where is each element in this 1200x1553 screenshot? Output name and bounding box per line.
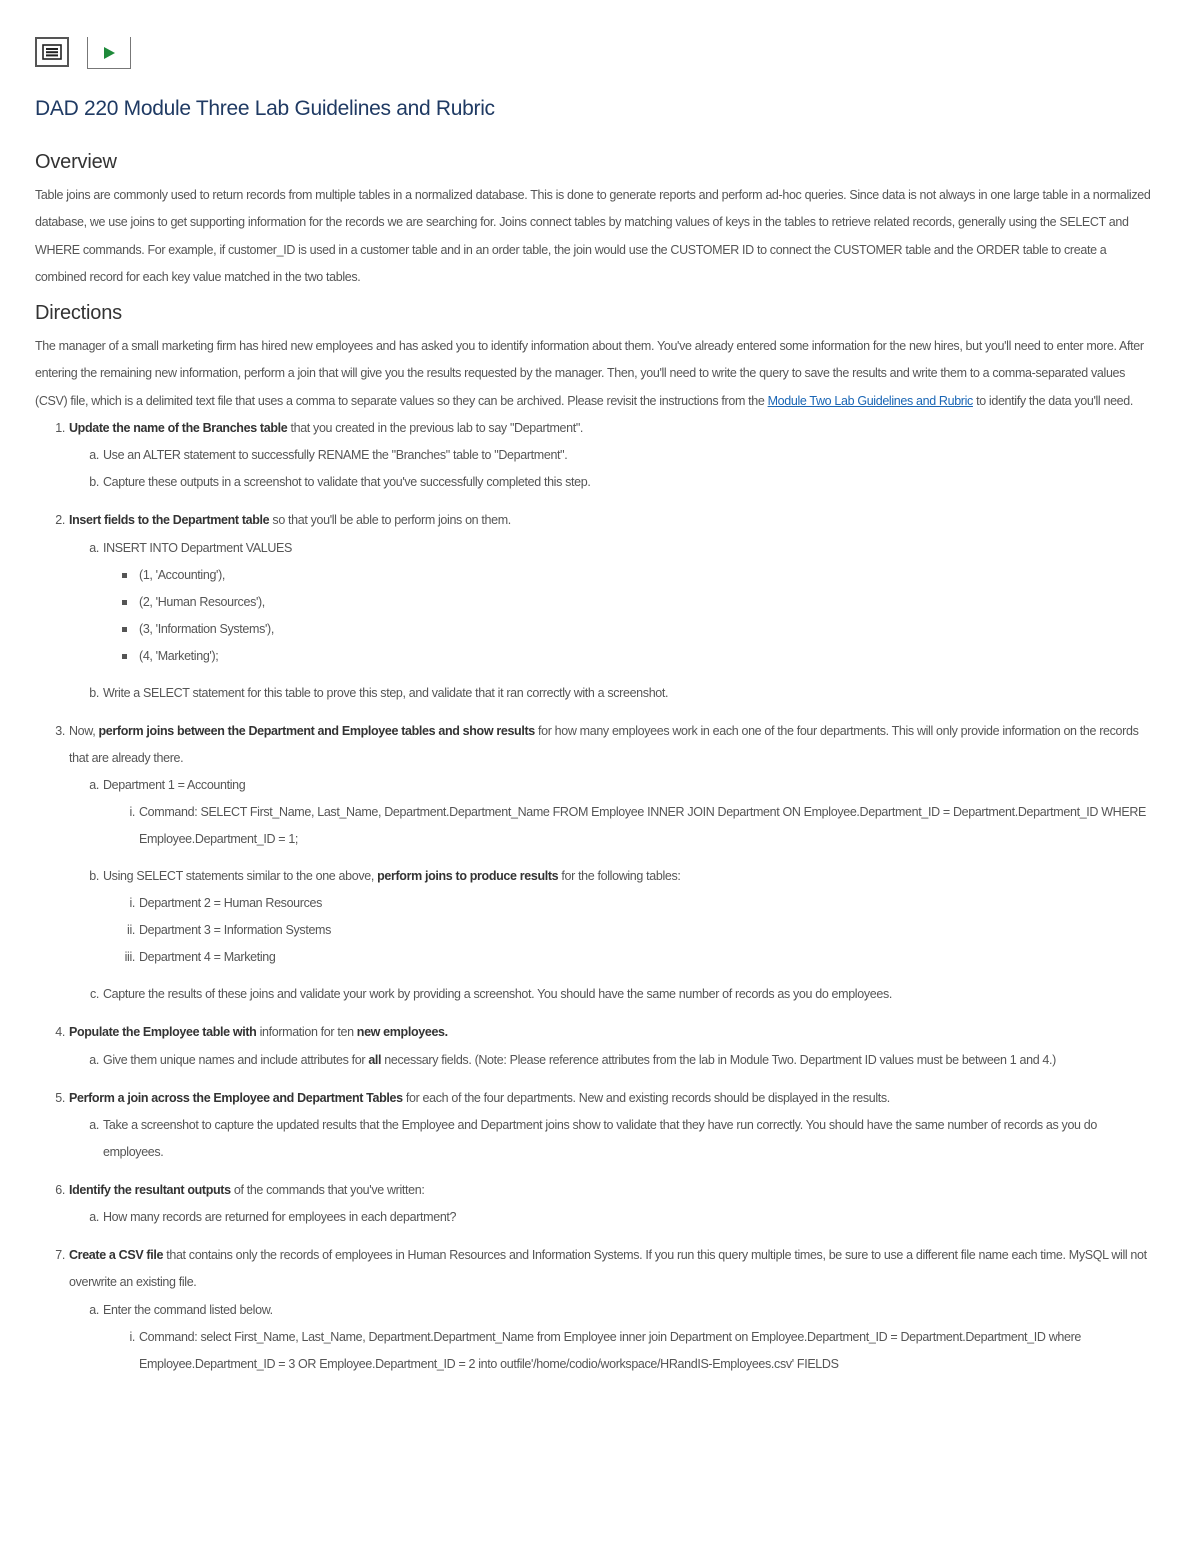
- step-3-b-ii: ii. Department 3 = Information Systems: [127, 923, 332, 938]
- step-6-a: a. How many records are returned for employees in each department?: [89, 1210, 457, 1225]
- step-3: 3. Now, perform joins between the Department and Employee tables and show results for how many employees work in each one of the four departments. This will only provide information on the records that are already there. a. Department 1 = Accounting i. Command: SELECT First_Name, Last_Name, Department.Department_Name FROM Employee INNER JOIN Department ON Employee.Department_ID = Department.Department_ID WHERE Employee.Department_ID = 1; b. Using SELECT statements similar to the one above, perform joins to produce results for the following tables: i. Department 2 = Human Resources ii. Department 3 = Information Systems iii. Department 4 = Marketing c. Capture the results of these joins and validate your work by providing a screenshot. You should have the same number of records as you do employees.: [69, 718, 1155, 1009]
- step-3-b: b. Using SELECT statements similar to the one above, perform joins to produce results for the following tables: i. Department 2 = Human Resources ii. Department 3 = Information Systems iii. Department 4 = Marketing: [103, 863, 1155, 971]
- step-5: 5. Perform a join across the Employee and Department Tables for each of the four departments. New and existing records should be displayed in the results. a. Take a screenshot to capture the updated results that the Employee and Department joins show to validate that they have run correctly. You should have the same number of records as you do employees.: [69, 1085, 1155, 1166]
- overview-text: Table joins are commonly used to return records from multiple tables in a normalized database. This is done to generate reports and perform ad-hoc queries. Since data is not always in one large table in a normalized database, we use joins to get supporting information for the records we are searching for. Joins connect tables by matching values of keys in the tables to retrieve related records, generally using the SELECT and WHERE commands. For example, if customer_ID is used in a customer table and in an order table, the join would use the CUSTOMER ID to connect the CUSTOMER table and the ORDER table to create a combined record for each key value matched in the two tables.: [35, 188, 1151, 284]
- step-3-a: a. Department 1 = Accounting i. Command: SELECT First_Name, Last_Name, Department.Department_Name FROM Employee INNER JOIN Department ON Employee.Department_ID = Department.Department_ID WHERE Employee.Department_ID = 1;: [103, 772, 1155, 853]
- list-item: (2, 'Human Resources'),: [139, 589, 1155, 616]
- step-2-a: a. INSERT INTO Department VALUES (1, 'Accounting'), (2, 'Human Resources'), (3, 'Information Systems'), (4, 'Marketing');: [103, 535, 1155, 670]
- play-icon: [102, 46, 116, 60]
- step-3-c: c. Capture the results of these joins and validate your work by providing a screenshot. You should have the same number of records as you do employees.: [89, 987, 892, 1002]
- step-5-a: a. Take a screenshot to capture the updated results that the Employee and Department joins show to validate that they have run correctly. You should have the same number of records as you do employees.: [89, 1117, 1097, 1159]
- step-4-a: a. Give them unique names and include attributes for all necessary fields. (Note: Please reference attributes from the lab in Module Two. Department ID values must be between 1 and 4.): [89, 1052, 1056, 1067]
- module-two-link[interactable]: Module Two Lab Guidelines and Rubric: [767, 393, 973, 408]
- step-2: 2. Insert fields to the Department table so that you'll be able to perform joins on them. a. INSERT INTO Department VALUES (1, 'Accounting'), (2, 'Human Resources'), (3, 'Information Systems'), (4, 'Marketing'); b. Write a SELECT statement for this table to prove this step, and validate that it ran correctly with a screenshot.: [69, 507, 1155, 706]
- play-button[interactable]: [87, 37, 131, 69]
- step-3-a-i: i. Command: SELECT First_Name, Last_Name, Department.Department_Name FROM Employee INNER JOIN Department ON Employee.Department_ID = Department.Department_ID WHERE Employee.Department_ID = 1;: [129, 805, 1146, 847]
- list-item: (3, 'Information Systems'),: [139, 616, 1155, 643]
- steps-list: [35, 415, 1155, 1378]
- step-6: 6. Identify the resultant outputs of the commands that you've written: a. How many records are returned for employees in each department?: [69, 1177, 1155, 1231]
- step-7: 7. Create a CSV file that contains only the records of employees in Human Resources and Information Systems. If you run this query multiple times, be sure to use a different file name each time. MySQL will not overwrite an existing file. a. Enter the command listed below. i. Command: select First_Name, Last_Name, Department.Department_Name from Employee inner join Department on Employee.Department_ID = Department.Department_ID where Employee.Department_ID = 3 OR Employee.Department_ID = 2 into outfile'/home/codio/workspace/HRandIS-Employees.csv' FIELDS: [69, 1242, 1155, 1378]
- directions-text: The manager of a small marketing firm has hired new employees and has asked you to identify information about them. You've already entered some information for the new hires, but you'll need to enter more. After entering the remaining new information, perform a join that will give you the results requested by the manager. Then, you'll need to write the query to save the results and write them to a comma-separated values (CSV) file, which is a delimited text file that uses a comma to separate values so they can be archived. Please revisit the instructions from the Module Two Lab Guidelines and Rubric to identify the data you'll need.: [35, 339, 1144, 408]
- step-7-a: a. Enter the command listed below. i. Command: select First_Name, Last_Name, Department.Department_Name from Employee inner join Department on Employee.Department_ID = Department.Department_ID where Employee.Department_ID = 3 OR Employee.Department_ID = 2 into outfile'/home/codio/workspace/HRandIS-Employees.csv' FIELDS: [103, 1297, 1155, 1378]
- menu-button[interactable]: [35, 37, 69, 67]
- step-1-b: b. Capture these outputs in a screenshot to validate that you've successfully completed this step.: [89, 475, 591, 490]
- overview-heading: Overview: [35, 151, 117, 173]
- document-page: [35, 92, 1155, 1389]
- toolbar: [35, 37, 131, 69]
- step-4: 4. Populate the Employee table with information for ten new employees. a. Give them unique names and include attributes for all necessary fields. (Note: Please reference attributes from the lab in Module Two. Department ID values must be between 1 and 4.): [69, 1019, 1155, 1073]
- step-3-b-i: i. Department 2 = Human Resources: [129, 896, 322, 911]
- list-item: (4, 'Marketing');: [139, 643, 1155, 670]
- step-3-b-iii: iii. Department 4 = Marketing: [124, 950, 276, 965]
- hamburger-menu-icon: [42, 44, 62, 60]
- step-1: 1. Update the name of the Branches table that you created in the previous lab to say "Department". a. Use an ALTER statement to successfully RENAME the "Branches" table to "Department". b. Capture these outputs in a screenshot to validate that you've successfully completed this step.: [69, 415, 1155, 496]
- step-1-a: a. Use an ALTER statement to successfully RENAME the "Branches" table to "Department".: [89, 448, 568, 463]
- directions-heading: Directions: [35, 302, 122, 325]
- page-title: DAD 220 Module Three Lab Guidelines and Rubric: [35, 97, 495, 120]
- list-item: (1, 'Accounting'),: [139, 562, 1155, 589]
- step-7-a-i: i. Command: select First_Name, Last_Name, Department.Department_Name from Employee inner join Department on Employee.Department_ID = Department.Department_ID where Employee.Department_ID = 3 OR Employee.Department_ID = 2 into outfile'/home/codio/workspace/HRandIS-Employees.csv' FIELDS: [129, 1329, 1082, 1371]
- step-2-b: b. Write a SELECT statement for this table to prove this step, and validate that it ran correctly with a screenshot.: [89, 685, 669, 700]
